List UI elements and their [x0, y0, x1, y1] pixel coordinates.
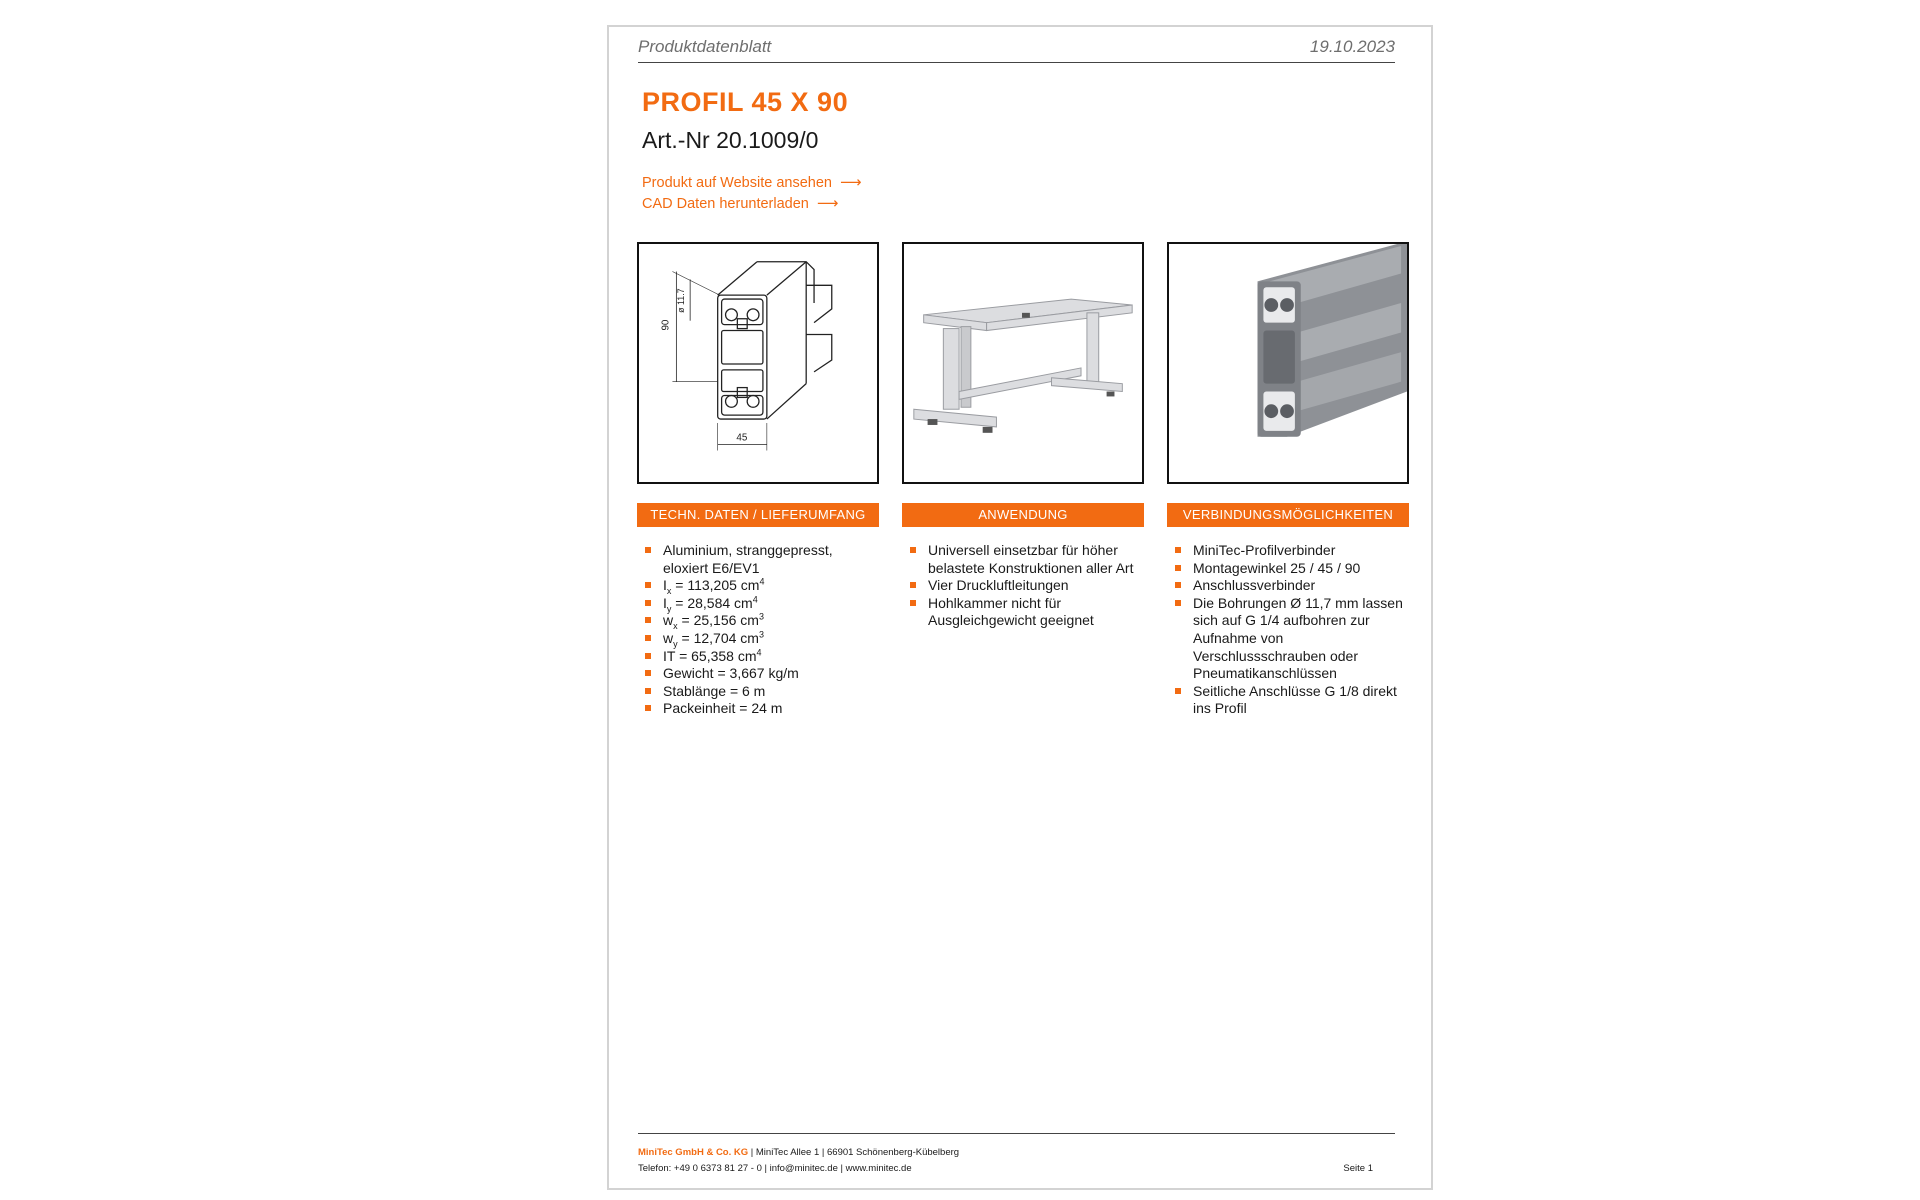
company-address: | MiniTec Allee 1 | 66901 Schönenberg-Kübelberg — [748, 1147, 960, 1158]
website-link[interactable] — [642, 173, 861, 191]
dim-width-label: 45 — [736, 432, 748, 444]
document-type: Produktdatenblatt — [638, 37, 772, 56]
profile-3d-image — [1167, 242, 1409, 484]
page-number: Seite 1 — [1343, 1163, 1373, 1174]
list-item: Universell einsetzbar für höher belastete Konstruktionen aller Art — [908, 542, 1140, 577]
datasheet-page — [607, 25, 1433, 1190]
list-item: $w_y = 12,704$ $cm^3$ — [643, 630, 875, 648]
application-image — [902, 242, 1144, 484]
list-item: MiniTec-Profilverbinder — [1173, 542, 1405, 560]
technical-drawing-image — [637, 242, 879, 484]
website-link-label: Produkt auf Website ansehen — [642, 175, 832, 191]
profile-drawing — [639, 244, 877, 482]
arrow-right-icon: ⟶ — [816, 195, 839, 212]
list-item: Packeinheit = 24 m — [643, 700, 875, 718]
list-item: Gewicht = 3,667 kg/m — [643, 665, 875, 683]
table-frame-illustration — [904, 244, 1142, 482]
cad-download-link[interactable] — [642, 194, 838, 212]
list-item: $I_y = 28,584$ $cm^4$ — [643, 595, 875, 613]
tech-data-list — [643, 542, 875, 718]
section-header-application: ANWENDUNG — [902, 503, 1144, 527]
list-item: Stablänge = 6 m — [643, 683, 875, 701]
cad-link-label: CAD Daten herunterladen — [642, 196, 809, 212]
footer-divider — [638, 1133, 1395, 1134]
list-item: Hohlkammer nicht für Ausgleichgewicht geeignet — [908, 595, 1140, 630]
profile-3d-render — [1169, 244, 1407, 482]
page-header — [638, 34, 1395, 63]
footer-address — [638, 1147, 959, 1158]
article-number: Art.-Nr 20.1009/0 — [642, 127, 819, 153]
company-name: MiniTec GmbH & Co. KG — [638, 1147, 749, 1158]
connections-list — [1173, 542, 1405, 718]
list-item: Aluminium, stranggepresst, eloxiert E6/EV1 — [643, 542, 875, 577]
application-list — [908, 542, 1140, 630]
list-item: $I_x = 113,205$ $cm^4$ — [643, 577, 875, 595]
list-item: Seitliche Anschlüsse G 1/8 direkt ins Profil — [1173, 683, 1405, 718]
list-item: Die Bohrungen Ø 11,7 mm lassen sich auf G 1/4 aufbohren zur Aufnahme von Verschlussschrauben oder Pneumatikanschlüssen — [1173, 595, 1405, 683]
footer-contact: Telefon: +49 0 6373 81 27 - 0 | info@minitec.de | www.minitec.de — [638, 1163, 912, 1174]
list-item: Montagewinkel 25 / 45 / 90 — [1173, 560, 1405, 578]
list-item: $w_x = 25,156$ $cm^3$ — [643, 612, 875, 630]
dim-height-label: 90 — [660, 319, 672, 331]
dim-diameter-label: ø 11.7 — [676, 288, 687, 313]
section-header-tech: TECHN. DATEN / LIEFERUMFANG — [637, 503, 879, 527]
document-date: 19.10.2023 — [1309, 37, 1395, 56]
list-item: Anschlussverbinder — [1173, 577, 1405, 595]
product-title: PROFIL 45 X 90 — [642, 87, 849, 117]
list-item: IT = 65,358 $cm^4$ — [643, 648, 875, 666]
section-header-connections: VERBINDUNGSMÖGLICHKEITEN — [1167, 503, 1409, 527]
arrow-right-icon: ⟶ — [839, 174, 862, 191]
list-item: Vier Druckluftleitungen — [908, 577, 1140, 595]
